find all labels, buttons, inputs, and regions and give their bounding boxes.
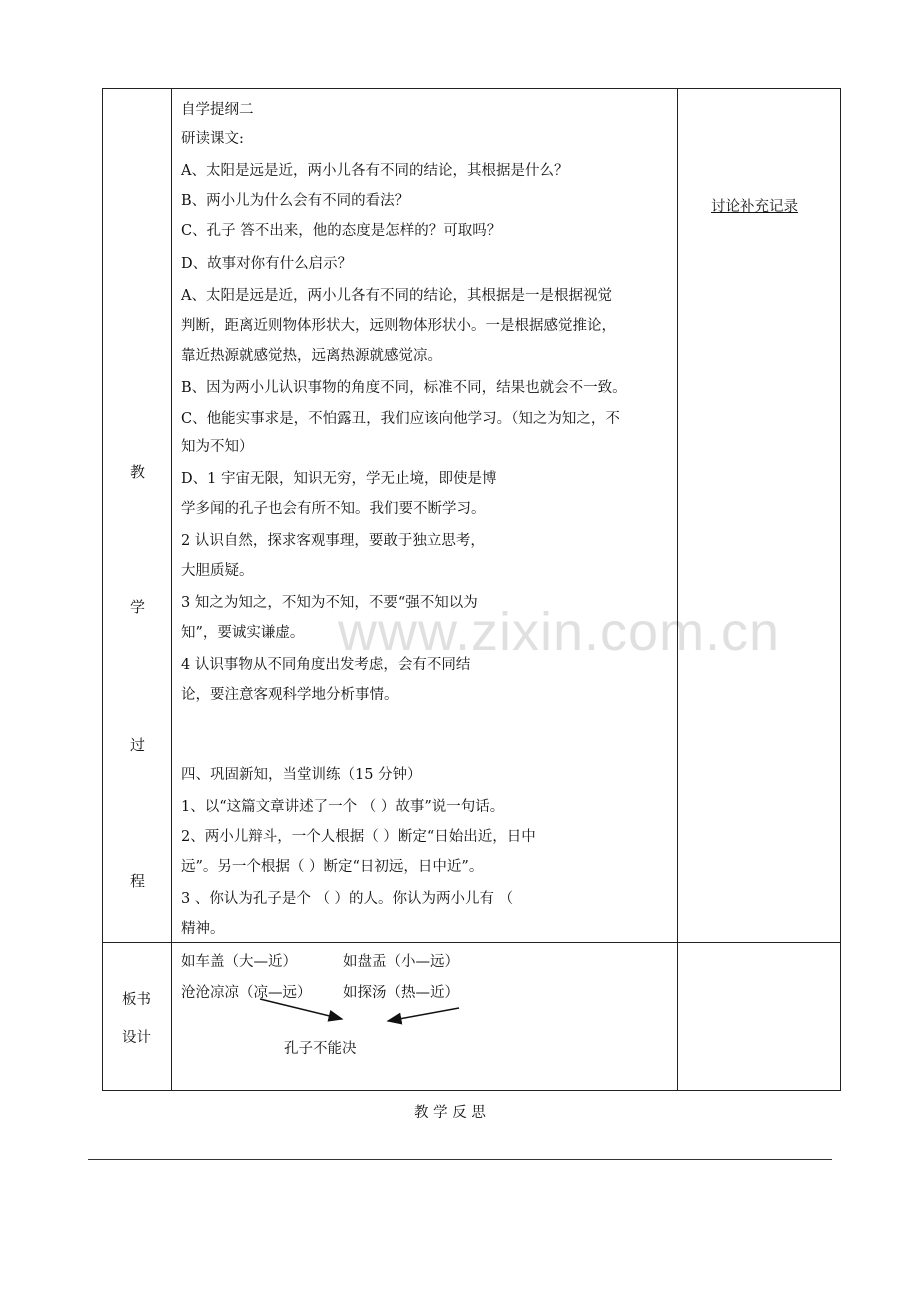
- main-line: 大胆质疑。: [181, 563, 254, 579]
- main-line: 知为不知）: [181, 439, 254, 455]
- process-label-char-1: 教: [130, 463, 146, 481]
- main-line: 3 知之为知之，不知为不知，不要“强不知以为: [181, 595, 478, 611]
- main-line: 远”。另一个根据（ ）断定“日初远，日中近”。: [181, 859, 484, 875]
- arrow-right: [388, 1008, 459, 1021]
- arrow-left: [260, 999, 342, 1019]
- main-line: 4 认识事物从不同角度出发考虑，会有不同结: [181, 657, 471, 673]
- board-item-cool: 沧沧凉凉（凉—远）: [181, 985, 312, 1001]
- main-line: D、故事对你有什么启示？: [181, 256, 353, 272]
- main-line: D、1 宇宙无限，知识无穷，学无止境，即使是博: [181, 471, 497, 487]
- main-line: 四、巩固新知，当堂训练（15 分钟）: [181, 767, 422, 783]
- board-item-hot-soup: 如探汤（热—近）: [343, 985, 459, 1001]
- main-line: C、孔子 答不出来，他的态度是怎样的？可取吗？: [181, 223, 502, 239]
- main-line: 靠近热源就感觉热，远离热源就感觉凉。: [181, 348, 442, 364]
- main-line: A、太阳是远是近，两小儿各有不同的结论，其根据是什么？: [181, 163, 569, 179]
- process-label-char-2: 学: [130, 598, 146, 616]
- main-line: 研读课文:: [181, 131, 244, 147]
- main-line: 3 、你认为孔子是个 （ ）的人。你认为两小儿有 （: [181, 891, 514, 907]
- board-label-line-2: 设计: [122, 1030, 151, 1046]
- main-line: 自学提纲二: [181, 102, 254, 118]
- main-line: B、因为两小儿认识事物的角度不同，标准不同，结果也就会不一致。: [181, 380, 627, 396]
- main-line: 判断，距离近则物体形状大，远则物体形状小。一是根据感觉推论，: [181, 318, 616, 334]
- main-line: A、太阳是远是近，两小儿各有不同的结论，其根据是一是根据视觉: [181, 288, 612, 304]
- main-line: 精神。: [181, 921, 225, 937]
- board-item-carriage: 如车盖（大—近）: [181, 954, 297, 970]
- board-label-line-1: 板书: [122, 992, 151, 1008]
- main-line: 论，要注意客观科学地分析事情。: [181, 687, 399, 703]
- main-line: 知”，要诚实谦虚。: [181, 625, 305, 641]
- reflection-rule: [88, 1159, 832, 1160]
- watermark: www.zixin.com.cn: [338, 602, 781, 662]
- discussion-notes-label: 讨论补充记录: [711, 199, 798, 215]
- teaching-reflection-heading: 教 学 反 思: [414, 1105, 486, 1121]
- process-label-char-4: 程: [130, 872, 146, 890]
- board-conclusion: 孔子不能决: [284, 1041, 357, 1057]
- process-label-char-3: 过: [130, 736, 146, 754]
- main-line: 2、两小儿辩斗，一个人根据（ ）断定“日始出近，日中: [181, 829, 536, 845]
- main-line: B、两小儿为什么会有不同的看法？: [181, 193, 410, 209]
- board-item-plate: 如盘盂（小—远）: [343, 954, 459, 970]
- main-line: 1、以“这篇文章讲述了一个 （ ）故事”说一句话。: [181, 799, 505, 815]
- main-line: 2 认识自然，探求客观事理，要敢于独立思考，: [181, 533, 485, 549]
- main-line: C、他能实事求是，不怕露丑，我们应该向他学习。（知之为知之，不: [181, 411, 620, 427]
- main-line: 学多闻的孔子也会有所不知。我们要不断学习。: [181, 501, 486, 517]
